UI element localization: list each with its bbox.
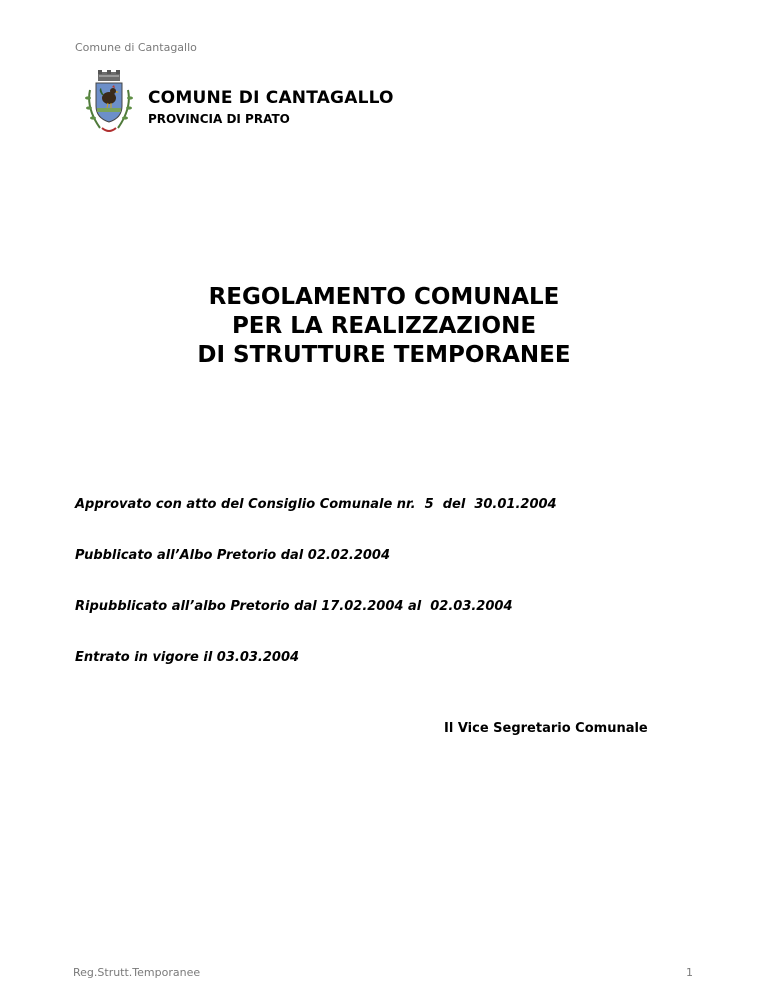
footer-doc-name: Reg.Strutt.Temporanee [73,966,201,979]
effective-date-line: Entrato in vigore il 03.03.2004 [75,650,300,665]
publication-line: Pubblicato all’Albo Pretorio dal 02.02.2004 [75,548,391,563]
approval-line: Approvato con atto del Consiglio Comunale nr. 5 del 30.01.2004 [75,497,557,512]
approval-details [75,462,557,683]
title-line-1: REGOLAMENTO COMUNALE [208,284,560,310]
coat-of-arms-icon [80,68,138,136]
comune-name: COMUNE DI CANTAGALLO [148,88,394,108]
running-header: Comune di Cantagallo [75,41,197,54]
title-line-3: DI STRUTTURE TEMPORANEE [197,342,571,368]
provincia-name: PROVINCIA DI PRATO [148,112,290,126]
title-line-2: PER LA REALIZZAZIONE [231,313,537,339]
signature-title: Il Vice Segretario Comunale [444,721,648,736]
page-number: 1 [686,966,693,979]
republication-line: Ripubblicato all’albo Pretorio dal 17.02.2004 al 02.03.2004 [75,599,513,614]
document-title [0,283,768,370]
